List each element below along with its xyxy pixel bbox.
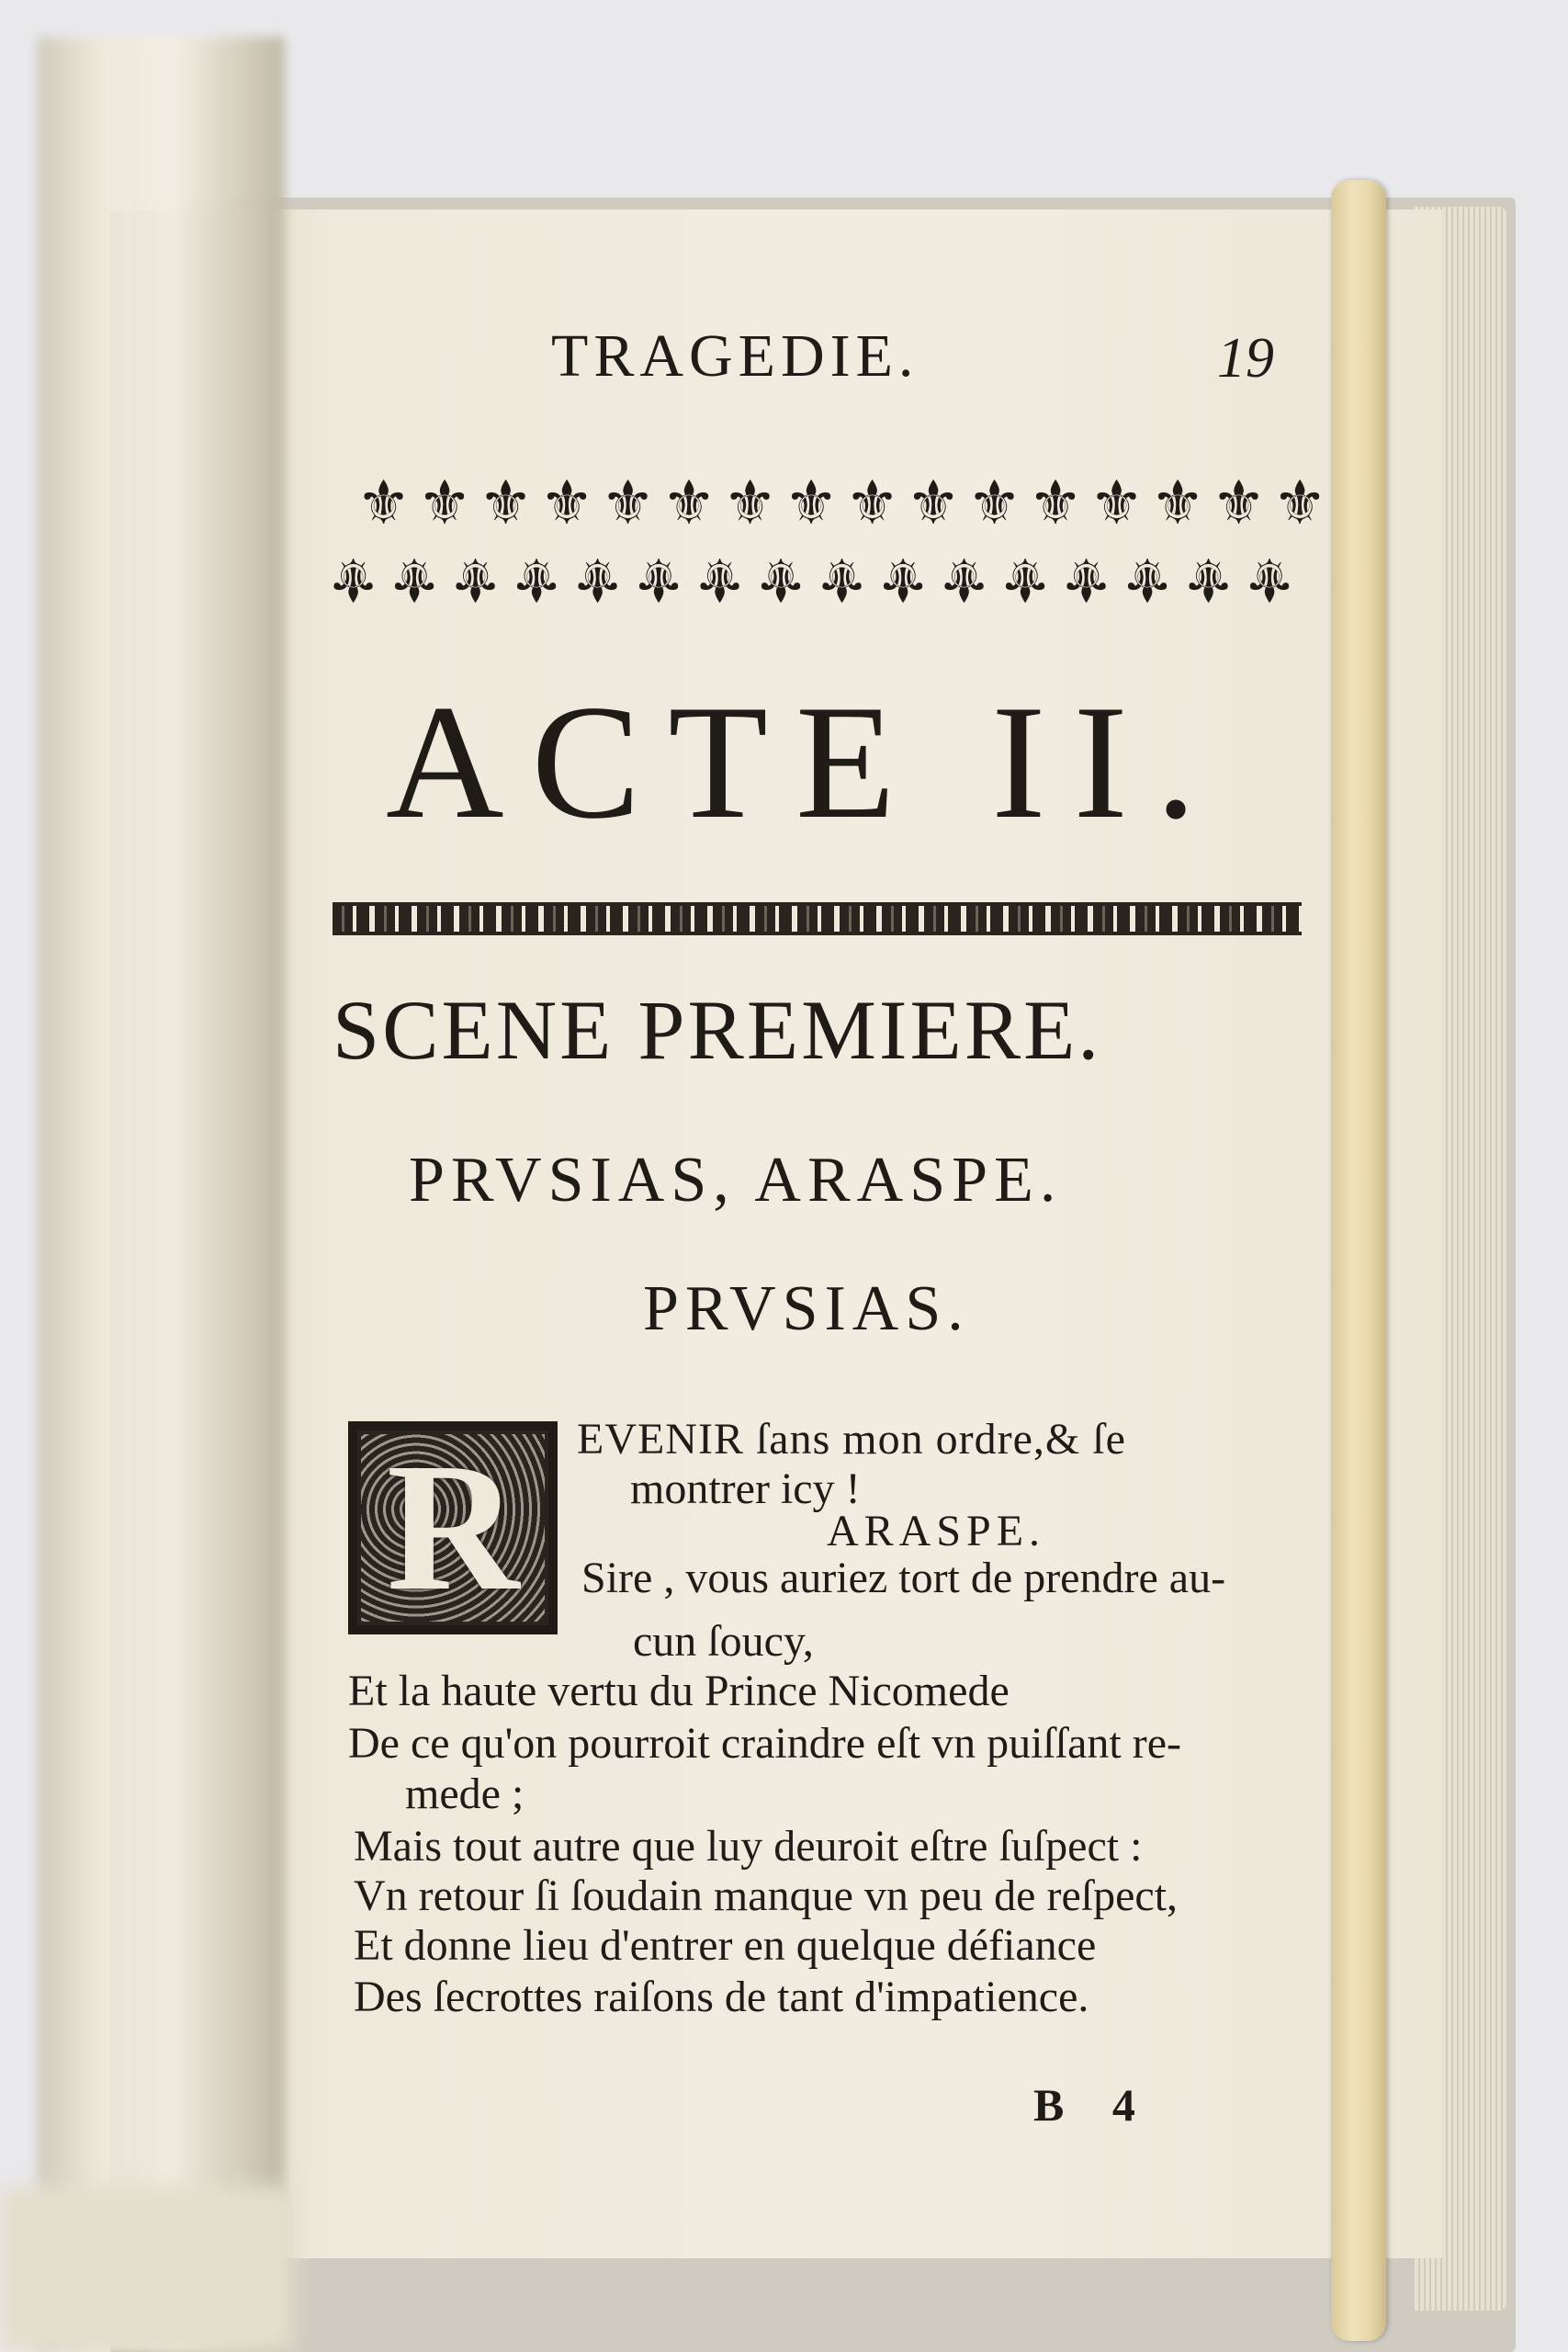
fleur-de-lis-icon: ⚜ [1272, 468, 1327, 538]
fleur-de-lis-icon: ⚜ [387, 544, 442, 615]
fleur-de-lis-icon: ⚜ [479, 468, 534, 538]
characters-heading: PRVSIAS, ARASPE. [409, 1145, 1063, 1216]
drop-cap-letter: R [386, 1426, 520, 1629]
fleur-de-lis-icon: ⚜ [509, 544, 564, 615]
verse-line: EVENIR ſans mon ordre,& ſe [577, 1415, 1126, 1464]
fleur-de-lis-icon: ⚜ [326, 544, 381, 615]
fleur-de-lis-icon: ⚜ [661, 468, 716, 538]
speaker-name: ARASPE. [827, 1507, 1046, 1555]
scene-title: SCENE PREMIERE. [333, 983, 1102, 1077]
fleur-de-lis-icon: ⚜ [601, 468, 656, 538]
drop-cap [348, 1421, 558, 1634]
fleur-de-lis-icon: ⚜ [1181, 544, 1236, 615]
fleur-de-lis-icon: ⚜ [356, 468, 412, 538]
fleur-de-lis-icon: ⚜ [539, 468, 594, 538]
fleur-de-lis-icon: ⚜ [1089, 468, 1145, 538]
drop-cap-ornament [361, 1426, 545, 1629]
fleur-de-lis-icon: ⚜ [845, 468, 900, 538]
running-title: TRAGEDIE. [551, 322, 919, 390]
verse-line: montrer icy ! [630, 1464, 861, 1513]
verse-line: Et la haute vertu du Prince Nicomede [348, 1667, 1010, 1715]
signature-mark: B 4 [1033, 2079, 1154, 2131]
act-title: ACTE II. [386, 671, 1224, 853]
verse-line: Des ſecrottes raiſons de tant d'impatience. [354, 1973, 1089, 2021]
verse-line: Sire , vous auriez tort de prendre au- [581, 1554, 1226, 1602]
fleur-de-lis-icon: ⚜ [998, 544, 1053, 615]
blurred-page-leaf [37, 37, 285, 2352]
verse-line: De ce qu'on pourroit craindre eſt vn puiſſant re- [348, 1719, 1181, 1768]
verse-line: cun ſoucy, [633, 1617, 814, 1666]
fleur-de-lis-icon: ⚜ [417, 468, 472, 538]
fleur-de-lis-icon: ⚜ [1212, 468, 1267, 538]
speaker-name: PRVSIAS. [643, 1273, 970, 1344]
fleur-de-lis-icon: ⚜ [906, 468, 961, 538]
fleur-de-lis-icon: ⚜ [937, 544, 992, 615]
fleur-de-lis-icon: ⚜ [784, 468, 839, 538]
verse-line: Et donne lieu d'entrer en quelque défiance [354, 1921, 1097, 1970]
fleur-de-lis-ornament [326, 468, 1327, 629]
verse-line: Mais tout autre que luy deuroit eſtre ſuſpect : [354, 1822, 1143, 1871]
fleur-de-lis-icon: ⚜ [631, 544, 686, 615]
fleur-de-lis-icon: ⚜ [448, 544, 503, 615]
elastic-band [1331, 180, 1386, 2341]
fleur-de-lis-icon: ⚜ [723, 468, 778, 538]
fleur-de-lis-icon: ⚜ [1150, 468, 1205, 538]
fleur-de-lis-icon: ⚜ [693, 544, 748, 615]
ornamental-rule [333, 902, 1302, 935]
verse-line: Vn retour ſi ſoudain manque vn peu de reſpect, [354, 1871, 1179, 1920]
fleur-de-lis-icon: ⚜ [875, 544, 931, 615]
fleur-de-lis-icon: ⚜ [815, 544, 870, 615]
fleur-de-lis-icon: ⚜ [570, 544, 626, 615]
blurred-page-corner [0, 2187, 294, 2352]
fleur-de-lis-icon: ⚜ [1242, 544, 1297, 615]
page-number: 19 [1217, 327, 1274, 390]
fleur-de-lis-icon: ⚜ [967, 468, 1022, 538]
verse-line: mede ; [405, 1770, 525, 1818]
fleur-de-lis-icon: ⚜ [1028, 468, 1083, 538]
fleur-de-lis-icon: ⚜ [753, 544, 808, 615]
fleur-de-lis-icon: ⚜ [1120, 544, 1175, 615]
fleur-de-lis-icon: ⚜ [1059, 544, 1114, 615]
